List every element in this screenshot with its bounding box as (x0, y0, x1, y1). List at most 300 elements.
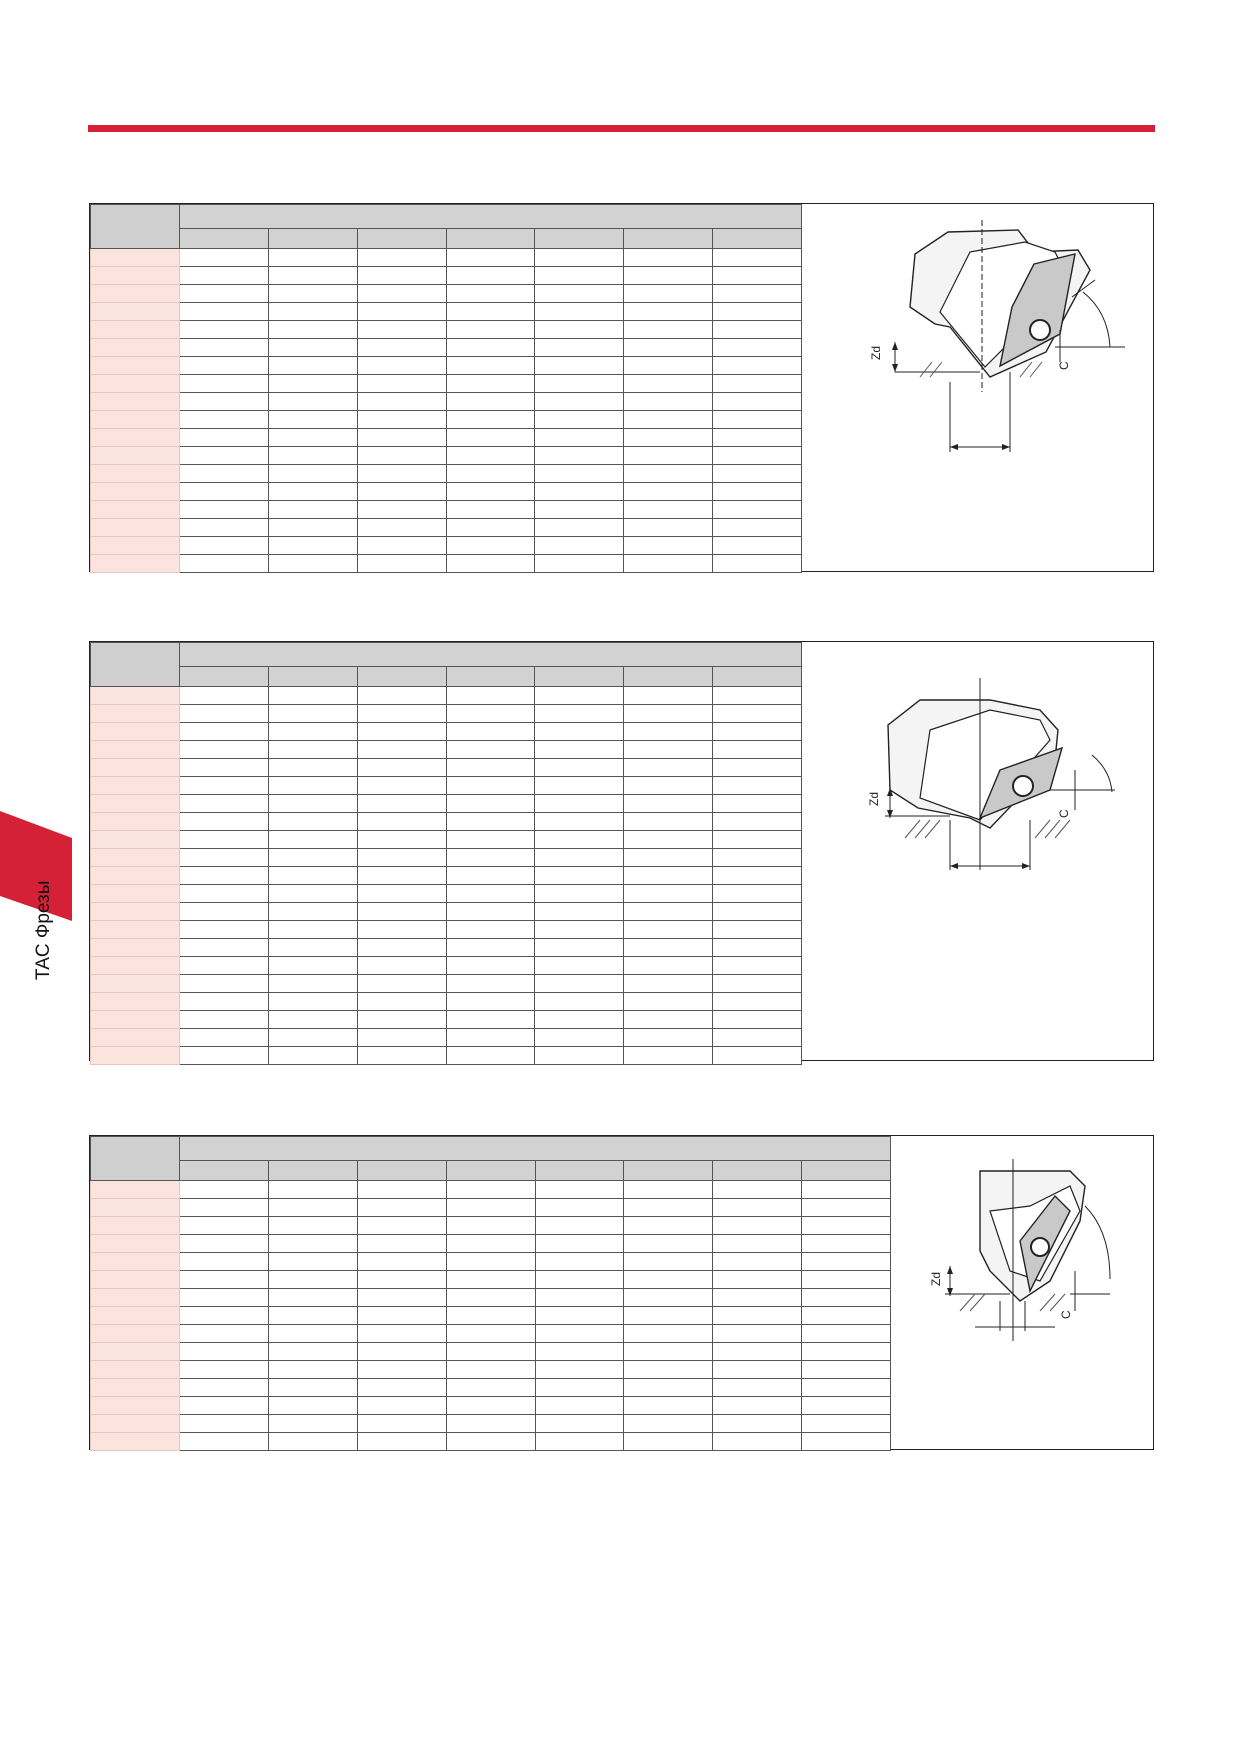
table-cell (180, 303, 269, 321)
table-cell (180, 537, 269, 555)
table-cell (268, 447, 357, 465)
row-key-cell (91, 429, 180, 447)
table-cell (446, 357, 535, 375)
row-key-cell (91, 831, 180, 849)
table-row (91, 393, 802, 411)
table-cell (180, 393, 269, 411)
table-cell (624, 777, 713, 795)
table-cell (535, 1217, 624, 1235)
table-cell (180, 831, 269, 849)
table-cell (624, 1047, 713, 1065)
table-cell (357, 1397, 446, 1415)
table-cell (624, 813, 713, 831)
table-cell (268, 357, 357, 375)
row-key-cell (91, 903, 180, 921)
table-cell (624, 975, 713, 993)
table-cell (268, 813, 357, 831)
table-row (91, 1047, 802, 1065)
row-key-cell (91, 975, 180, 993)
table-cell (535, 939, 624, 957)
table-cell (535, 285, 624, 303)
table-cell (357, 1379, 446, 1397)
table-cell (268, 993, 357, 1011)
table-cell (535, 1271, 624, 1289)
table-cell (624, 1361, 713, 1379)
table-cell (180, 705, 269, 723)
table-cell (624, 1289, 713, 1307)
table-cell (268, 339, 357, 357)
table-cell (180, 501, 269, 519)
table-column-header (713, 229, 802, 249)
table-cell (535, 957, 624, 975)
table-cell (180, 339, 269, 357)
table-cell (180, 939, 269, 957)
table-cell (357, 1011, 446, 1029)
table-cell (624, 723, 713, 741)
table-cell (268, 483, 357, 501)
table-cell (713, 1271, 802, 1289)
table-column-header (535, 1161, 624, 1181)
table-cell (624, 849, 713, 867)
table-cell (713, 723, 802, 741)
table-cell (180, 1343, 269, 1361)
table-cell (535, 975, 624, 993)
row-key-cell (91, 849, 180, 867)
table-cell (624, 1271, 713, 1289)
table-cell (446, 1379, 535, 1397)
table-cell (446, 705, 535, 723)
table-cell (446, 537, 535, 555)
table-cell (357, 393, 446, 411)
table-cell (446, 1029, 535, 1047)
table-cell (713, 483, 802, 501)
row-key-cell (91, 1029, 180, 1047)
table-cell (357, 339, 446, 357)
row-key-cell (91, 741, 180, 759)
table-cell (268, 1433, 357, 1451)
table-cell (180, 687, 269, 705)
row-key-cell (91, 723, 180, 741)
row-key-cell (91, 357, 180, 375)
table-cell (535, 1361, 624, 1379)
table-cell (802, 1307, 891, 1325)
row-key-cell (91, 375, 180, 393)
row-key-cell (91, 1343, 180, 1361)
table-row (91, 1397, 891, 1415)
row-key-cell (91, 777, 180, 795)
table-cell (535, 1397, 624, 1415)
row-key-cell (91, 921, 180, 939)
table-row (91, 795, 802, 813)
c-label-3: C (1059, 1310, 1073, 1319)
table-cell (535, 411, 624, 429)
table-cell (268, 465, 357, 483)
table-cell (357, 957, 446, 975)
table-cell (446, 429, 535, 447)
table-cell (446, 993, 535, 1011)
table-cell (268, 249, 357, 267)
table-cell (180, 1307, 269, 1325)
table-cell (713, 687, 802, 705)
table-cell (713, 303, 802, 321)
table-column-header (624, 667, 713, 687)
table-cell (180, 1415, 269, 1433)
table-cell (268, 867, 357, 885)
table-cell (357, 267, 446, 285)
row-key-cell (91, 957, 180, 975)
table-cell (713, 759, 802, 777)
table-cell (535, 393, 624, 411)
table-cell (535, 1415, 624, 1433)
table-cell (268, 885, 357, 903)
table-cell (535, 1029, 624, 1047)
table-cell (713, 777, 802, 795)
table-cell (624, 483, 713, 501)
table-column-header (535, 667, 624, 687)
row-key-cell (91, 447, 180, 465)
table-cell (624, 1217, 713, 1235)
zd-label: Zd (869, 345, 883, 360)
table-cell (268, 1343, 357, 1361)
table-cell (268, 429, 357, 447)
table-cell (446, 339, 535, 357)
table-cell (357, 537, 446, 555)
table-row (91, 867, 802, 885)
table-cell (180, 429, 269, 447)
table-row (91, 1181, 891, 1199)
table-corner-header (91, 205, 180, 249)
table-cell (535, 1235, 624, 1253)
table-column-header (180, 667, 269, 687)
table-cell (446, 921, 535, 939)
table-column-header (446, 667, 535, 687)
table-cell (180, 957, 269, 975)
table-cell (180, 885, 269, 903)
table-cell (535, 1181, 624, 1199)
table-cell (268, 285, 357, 303)
table-cell (535, 267, 624, 285)
table-cell (180, 483, 269, 501)
row-key-cell (91, 1271, 180, 1289)
table-cell (180, 321, 269, 339)
table-cell (535, 501, 624, 519)
table-cell (624, 939, 713, 957)
data-table-1 (90, 204, 802, 573)
table-cell (180, 1029, 269, 1047)
table-cell (624, 447, 713, 465)
table-cell (357, 1253, 446, 1271)
row-key-cell (91, 1379, 180, 1397)
table-row (91, 1433, 891, 1451)
row-key-cell (91, 813, 180, 831)
table-cell (180, 975, 269, 993)
table-cell (624, 1415, 713, 1433)
table-cell (624, 357, 713, 375)
c-label-2: C (1057, 809, 1071, 818)
row-key-cell (91, 519, 180, 537)
table-column-header (180, 229, 269, 249)
table-cell (180, 1379, 269, 1397)
row-key-cell (91, 1217, 180, 1235)
table-column-header (268, 1161, 357, 1181)
table-cell (713, 1433, 802, 1451)
table-cell (180, 285, 269, 303)
table-cell (357, 555, 446, 573)
table-cell (357, 1307, 446, 1325)
table-cell (624, 249, 713, 267)
top-accent-bar (88, 125, 1155, 132)
row-key-cell (91, 465, 180, 483)
table-cell (268, 1029, 357, 1047)
row-key-cell (91, 1325, 180, 1343)
table-group-header (180, 1137, 891, 1161)
row-key-cell (91, 411, 180, 429)
table-cell (357, 483, 446, 501)
table-row (91, 1217, 891, 1235)
table-cell (446, 393, 535, 411)
table-cell (624, 1307, 713, 1325)
table-row (91, 483, 802, 501)
table-cell (180, 375, 269, 393)
table-cell (180, 1199, 269, 1217)
table-cell (535, 1253, 624, 1271)
table-cell (268, 921, 357, 939)
chamfer-diagram-1 (820, 212, 1130, 462)
row-key-cell (91, 705, 180, 723)
table-cell (268, 1307, 357, 1325)
table-cell (802, 1343, 891, 1361)
table-row (91, 723, 802, 741)
table-cell (802, 1289, 891, 1307)
table-cell (357, 303, 446, 321)
table-row (91, 447, 802, 465)
table-cell (180, 1217, 269, 1235)
table-cell (624, 1325, 713, 1343)
table-cell (535, 555, 624, 573)
table-cell (268, 741, 357, 759)
table-cell (446, 759, 535, 777)
table-cell (268, 723, 357, 741)
table-cell (357, 1029, 446, 1047)
table-cell (268, 1047, 357, 1065)
table-cell (802, 1379, 891, 1397)
table-cell (713, 249, 802, 267)
table-row (91, 1235, 891, 1253)
table-cell (268, 1325, 357, 1343)
table-cell (713, 993, 802, 1011)
table-cell (268, 1415, 357, 1433)
row-key-cell (91, 483, 180, 501)
table-row (91, 537, 802, 555)
table-cell (535, 357, 624, 375)
table-cell (446, 1415, 535, 1433)
table-cell (357, 285, 446, 303)
table-cell (624, 993, 713, 1011)
table-cell (713, 741, 802, 759)
table-row (91, 267, 802, 285)
row-key-cell (91, 1235, 180, 1253)
table-cell (624, 393, 713, 411)
table-cell (535, 303, 624, 321)
table-row (91, 285, 802, 303)
table-cell (624, 1379, 713, 1397)
table-cell (624, 1011, 713, 1029)
row-key-cell (91, 867, 180, 885)
table-cell (624, 1235, 713, 1253)
table-cell (446, 813, 535, 831)
table-cell (624, 885, 713, 903)
table-cell (268, 1289, 357, 1307)
table-cell (535, 831, 624, 849)
row-key-cell (91, 1181, 180, 1199)
table-cell (446, 267, 535, 285)
table-cell (446, 849, 535, 867)
table-cell (713, 885, 802, 903)
row-key-cell (91, 1415, 180, 1433)
table-row (91, 339, 802, 357)
table-group-header (180, 643, 802, 667)
table-cell (446, 687, 535, 705)
table-cell (446, 777, 535, 795)
table-column-header (268, 229, 357, 249)
table-cell (180, 813, 269, 831)
table-cell (446, 1047, 535, 1065)
table-cell (268, 687, 357, 705)
table-cell (713, 357, 802, 375)
table-cell (713, 339, 802, 357)
table-cell (713, 1325, 802, 1343)
table-cell (624, 267, 713, 285)
table-cell (357, 1235, 446, 1253)
table-cell (268, 1397, 357, 1415)
table-column-header (357, 1161, 446, 1181)
table-cell (446, 1343, 535, 1361)
table-cell (713, 705, 802, 723)
table-cell (624, 1181, 713, 1199)
table-column-header (180, 1161, 269, 1181)
row-key-cell (91, 1289, 180, 1307)
table-row (91, 1011, 802, 1029)
table-cell (624, 285, 713, 303)
table-cell (713, 465, 802, 483)
row-key-cell (91, 759, 180, 777)
table-cell (446, 1217, 535, 1235)
table-column-header (713, 667, 802, 687)
table-block-2 (89, 641, 1154, 1061)
row-key-cell (91, 393, 180, 411)
table-cell (357, 357, 446, 375)
table-cell (268, 831, 357, 849)
row-key-cell (91, 303, 180, 321)
table-cell (624, 795, 713, 813)
table-cell (802, 1235, 891, 1253)
table-row (91, 1325, 891, 1343)
table-row (91, 777, 802, 795)
table-row (91, 555, 802, 573)
table-cell (180, 555, 269, 573)
table-row (91, 903, 802, 921)
table-cell (713, 1235, 802, 1253)
table-cell (446, 1253, 535, 1271)
table-cell (446, 555, 535, 573)
table-row (91, 1289, 891, 1307)
table-cell (357, 1199, 446, 1217)
table-cell (535, 705, 624, 723)
table-row (91, 885, 802, 903)
table-cell (446, 501, 535, 519)
table-cell (713, 1217, 802, 1235)
table-column-header (624, 1161, 713, 1181)
table-cell (268, 1199, 357, 1217)
table-cell (535, 321, 624, 339)
table-cell (624, 519, 713, 537)
table-cell (713, 831, 802, 849)
table-cell (446, 519, 535, 537)
table-cell (268, 975, 357, 993)
table-cell (268, 267, 357, 285)
table-cell (180, 1011, 269, 1029)
table-row (91, 831, 802, 849)
table-cell (446, 465, 535, 483)
table-cell (180, 249, 269, 267)
table-row (91, 759, 802, 777)
row-key-cell (91, 1397, 180, 1415)
table-cell (357, 903, 446, 921)
table-cell (357, 1271, 446, 1289)
table-cell (268, 519, 357, 537)
table-cell (180, 1047, 269, 1065)
table-row (91, 411, 802, 429)
table-cell (180, 1253, 269, 1271)
table-cell (446, 285, 535, 303)
table-cell (713, 267, 802, 285)
table-cell (624, 501, 713, 519)
table-cell (180, 1271, 269, 1289)
table-cell (446, 303, 535, 321)
table-cell (624, 741, 713, 759)
table-cell (535, 1199, 624, 1217)
table-cell (180, 1235, 269, 1253)
table-cell (357, 777, 446, 795)
table-cell (268, 849, 357, 867)
table-cell (446, 447, 535, 465)
table-cell (713, 393, 802, 411)
table-cell (535, 519, 624, 537)
table-cell (446, 249, 535, 267)
table-cell (713, 975, 802, 993)
table-cell (357, 813, 446, 831)
table-cell (357, 447, 446, 465)
table-column-header (713, 1161, 802, 1181)
table-cell (713, 1011, 802, 1029)
table-cell (446, 795, 535, 813)
table-cell (180, 921, 269, 939)
table-cell (624, 867, 713, 885)
table-cell (446, 1235, 535, 1253)
table-cell (357, 885, 446, 903)
table-column-header (624, 229, 713, 249)
table-cell (357, 993, 446, 1011)
table-cell (624, 687, 713, 705)
table-cell (446, 957, 535, 975)
table-cell (802, 1253, 891, 1271)
table-row (91, 993, 802, 1011)
table-cell (802, 1361, 891, 1379)
table-cell (446, 975, 535, 993)
chamfer-diagram-3 (910, 1151, 1150, 1351)
table-cell (535, 1289, 624, 1307)
table-cell (535, 687, 624, 705)
